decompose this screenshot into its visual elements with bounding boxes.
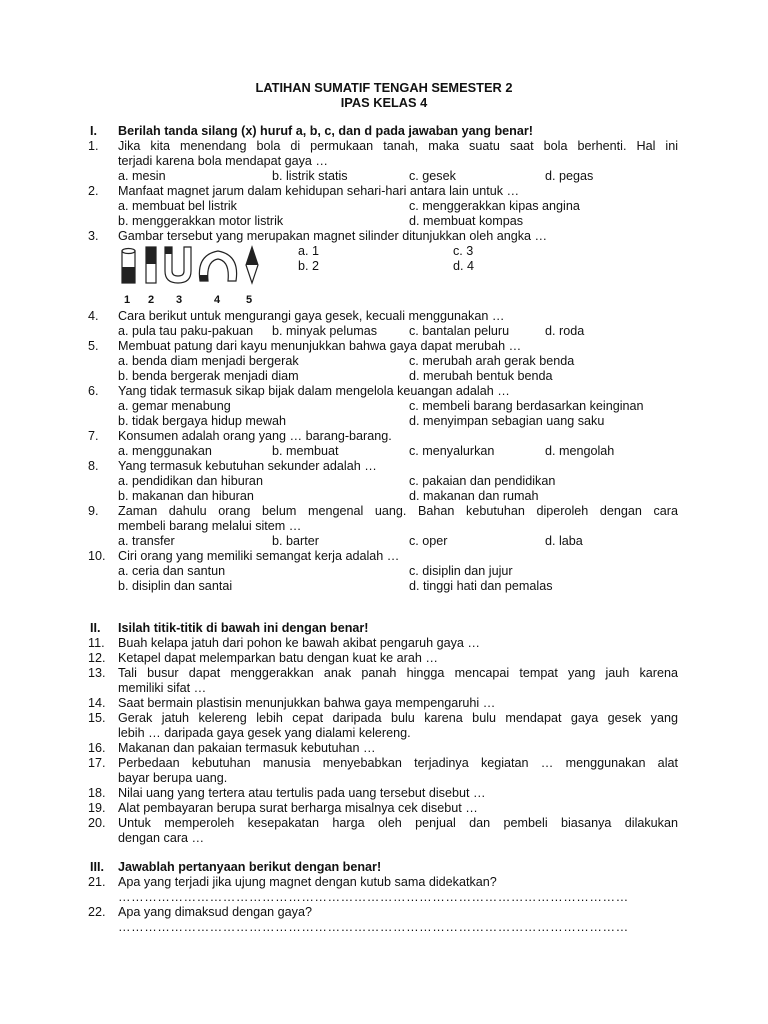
question-text: Perbedaan kebutuhan manusia menyebabkan terjadinya kegiatan … menggunakan alat bbox=[118, 756, 678, 770]
bar-magnet-icon bbox=[146, 247, 156, 283]
option-b: b. barter bbox=[272, 534, 319, 548]
figure-label-4: 4 bbox=[214, 294, 221, 306]
figure-label-1: 1 bbox=[124, 294, 131, 306]
figure-label-2: 2 bbox=[148, 294, 155, 306]
option-d: d. laba bbox=[545, 534, 583, 548]
answer-line[interactable]: ……………………………………………………………………………………………………… bbox=[118, 890, 629, 904]
question-number: 15. bbox=[88, 711, 106, 725]
option-b: b. listrik statis bbox=[272, 169, 348, 183]
option-d: d. roda bbox=[545, 324, 585, 338]
question-text: Yang termasuk kebutuhan sekunder adalah … bbox=[118, 459, 377, 473]
section-2-instruction: Isilah titik-titik di bawah ini dengan benar! bbox=[118, 621, 369, 635]
option-b: b. 2 bbox=[298, 259, 320, 273]
question-number: 3. bbox=[88, 229, 99, 243]
question-text: terjadi karena bola mendapat gaya … bbox=[118, 154, 329, 168]
cylinder-magnet-icon bbox=[122, 249, 135, 284]
option-d: d. membuat kompas bbox=[409, 214, 524, 228]
question-text: Ketapel dapat melemparkan batu dengan kuat ke arah … bbox=[118, 651, 438, 665]
question-text: Gambar tersebut yang merupakan magnet silinder ditunjukkan oleh angka … bbox=[118, 229, 548, 243]
document-subtitle: IPAS KELAS 4 bbox=[340, 95, 428, 110]
option-d: d. menyimpan sebagian uang saku bbox=[409, 414, 605, 428]
option-b: b. minyak pelumas bbox=[272, 324, 377, 338]
needle-magnet-icon bbox=[246, 247, 258, 283]
question-text: Apa yang terjadi jika ujung magnet dengan kutub sama didekatkan? bbox=[118, 875, 497, 889]
option-c: c. merubah arah gerak benda bbox=[409, 354, 575, 368]
question-text: Zaman dahulu orang belum mengenal uang. Bahan kebutuhan diperoleh dengan cara bbox=[118, 504, 678, 518]
section-3-instruction: Jawablah pertanyaan berikut dengan benar! bbox=[118, 860, 382, 874]
option-a: a. pula tau paku-pakuan bbox=[118, 324, 254, 338]
option-a: a. ceria dan santun bbox=[118, 564, 226, 578]
question-text: Gerak jatuh kelereng lebih cepat daripada bulu karena bulu mendapat gaya gesek yang bbox=[118, 711, 678, 725]
question-number: 20. bbox=[88, 816, 106, 830]
question-text: Apa yang dimaksud dengan gaya? bbox=[118, 905, 312, 919]
question-text: Nilai uang yang tertera atau tertulis pada uang tersebut disebut … bbox=[118, 786, 486, 800]
option-d: d. mengolah bbox=[545, 444, 615, 458]
question-text: Saat bermain plastisin menunjukkan bahwa gaya mempengaruhi … bbox=[118, 696, 496, 710]
question-number: 8. bbox=[88, 459, 99, 473]
question-text: Membuat patung dari kayu menunjukkan bahwa gaya dapat merubah … bbox=[118, 339, 522, 353]
question-text: Buah kelapa jatuh dari pohon ke bawah akibat pengaruh gaya … bbox=[118, 636, 480, 650]
option-a: a. benda diam menjadi bergerak bbox=[118, 354, 299, 368]
question-number: 5. bbox=[88, 339, 99, 353]
question-text: Konsumen adalah orang yang … barang-barang. bbox=[118, 429, 392, 443]
question-number: 17. bbox=[88, 756, 106, 770]
question-number: 18. bbox=[88, 786, 106, 800]
answer-line[interactable]: ……………………………………………………………………………………………………… bbox=[118, 920, 629, 934]
option-b: b. menggerakkan motor listrik bbox=[118, 214, 284, 228]
option-c: c. pakaian dan pendidikan bbox=[409, 474, 556, 488]
question-number: 2. bbox=[88, 184, 99, 198]
option-b: b. disiplin dan santai bbox=[118, 579, 233, 593]
question-number: 19. bbox=[88, 801, 106, 815]
option-a: a. 1 bbox=[298, 244, 320, 258]
question-text: bayar berupa uang. bbox=[118, 771, 228, 785]
question-number: 6. bbox=[88, 384, 99, 398]
option-c: c. 3 bbox=[453, 244, 474, 258]
option-c: c. menggerakkan kipas angina bbox=[409, 199, 580, 213]
option-d: d. tinggi hati dan pemalas bbox=[409, 579, 553, 593]
option-b: b. makanan dan hiburan bbox=[118, 489, 254, 503]
option-c: c. membeli barang berdasarkan keinginan bbox=[409, 399, 644, 413]
question-text: memiliki sifat … bbox=[118, 681, 207, 695]
magnet-shapes-figure bbox=[118, 245, 268, 285]
question-number: 1. bbox=[88, 139, 99, 153]
question-text: dengan cara … bbox=[118, 831, 205, 845]
question-number: 22. bbox=[88, 905, 106, 919]
option-c: c. bantalan peluru bbox=[409, 324, 510, 338]
question-number: 7. bbox=[88, 429, 99, 443]
question-text: Manfaat magnet jarum dalam kehidupan sehari-hari antara lain untuk … bbox=[118, 184, 520, 198]
section-1-number: I. bbox=[90, 124, 97, 138]
question-number: 14. bbox=[88, 696, 106, 710]
question-text: Yang tidak termasuk sikap bijak dalam mengelola keuangan adalah … bbox=[118, 384, 510, 398]
option-a: a. transfer bbox=[118, 534, 175, 548]
figure-label-3: 3 bbox=[176, 294, 183, 306]
section-1-instruction: Berilah tanda silang (x) huruf a, b, c, dan d pada jawaban yang benar! bbox=[118, 124, 533, 138]
option-d: d. 4 bbox=[453, 259, 475, 273]
option-c: c. gesek bbox=[409, 169, 456, 183]
option-a: a. mesin bbox=[118, 169, 166, 183]
question-number: 9. bbox=[88, 504, 99, 518]
option-a: a. pendidikan dan hiburan bbox=[118, 474, 263, 488]
question-number: 12. bbox=[88, 651, 106, 665]
option-a: a. menggunakan bbox=[118, 444, 212, 458]
figure-label-5: 5 bbox=[246, 294, 253, 306]
question-number: 4. bbox=[88, 309, 99, 323]
question-number: 21. bbox=[88, 875, 106, 889]
question-text: lebih … daripada gaya gesek yang dialami kelereng. bbox=[118, 726, 411, 740]
option-a: a. gemar menabung bbox=[118, 399, 231, 413]
option-c: c. oper bbox=[409, 534, 448, 548]
question-text: Makanan dan pakaian termasuk kebutuhan … bbox=[118, 741, 376, 755]
option-d: d. merubah bentuk benda bbox=[409, 369, 553, 383]
option-b: b. benda bergerak menjadi diam bbox=[118, 369, 299, 383]
option-b: b. membuat bbox=[272, 444, 339, 458]
question-text: Untuk memperoleh kesepakatan harga oleh penjual dan pembeli biasanya dilakukan bbox=[118, 816, 678, 830]
option-c: c. disiplin dan jujur bbox=[409, 564, 513, 578]
question-number: 10. bbox=[88, 549, 106, 563]
question-text: Ciri orang yang memiliki semangat kerja adalah … bbox=[118, 549, 400, 563]
option-b: b. tidak bergaya hidup mewah bbox=[118, 414, 287, 428]
question-number: 13. bbox=[88, 666, 106, 680]
option-d: d. pegas bbox=[545, 169, 594, 183]
question-number: 11. bbox=[88, 636, 105, 650]
document-title: LATIHAN SUMATIF TENGAH SEMESTER 2 bbox=[255, 80, 513, 95]
question-text: Alat pembayaran berupa surat berharga misalnya cek disebut … bbox=[118, 801, 478, 815]
option-c: c. menyalurkan bbox=[409, 444, 495, 458]
section-2-number: II. bbox=[90, 621, 101, 635]
option-d: d. makanan dan rumah bbox=[409, 489, 539, 503]
question-number: 16. bbox=[88, 741, 106, 755]
section-3-number: III. bbox=[90, 860, 104, 874]
u-magnet-icon bbox=[165, 247, 191, 283]
horseshoe-magnet-icon bbox=[199, 251, 236, 281]
question-text: Jika kita menendang bola di permukaan tanah, maka suatu saat bola berhenti. Hal ini bbox=[118, 139, 678, 153]
question-text: membeli barang melalui sitem … bbox=[118, 519, 302, 533]
option-a: a. membuat bel listrik bbox=[118, 199, 237, 213]
question-text: Tali busur dapat menggerakkan anak panah hingga mencapai tempat yang jauh karena bbox=[118, 666, 678, 680]
question-text: Cara berikut untuk mengurangi gaya gesek, kecuali menggunakan … bbox=[118, 309, 505, 323]
